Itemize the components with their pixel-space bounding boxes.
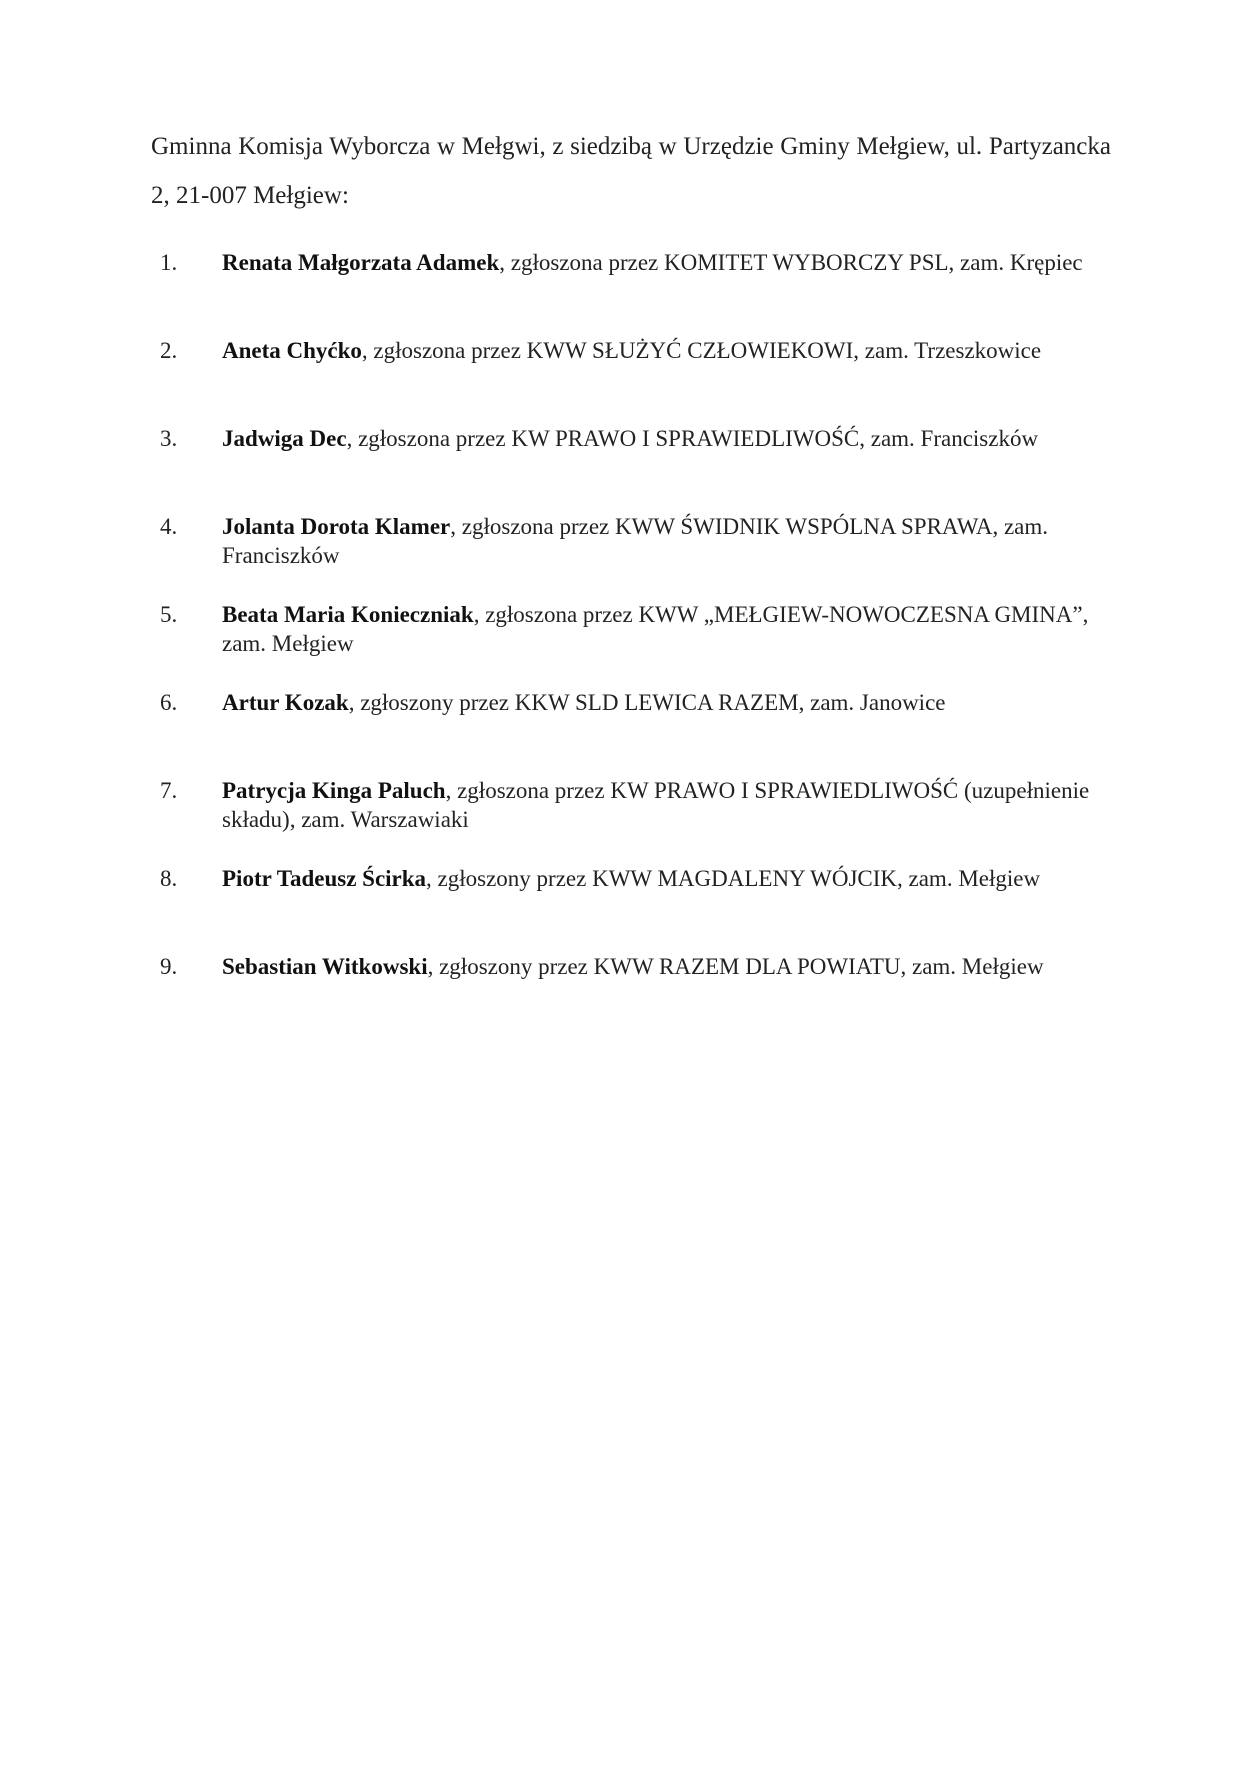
item-number: 5. bbox=[160, 602, 178, 627]
item-number: 4. bbox=[160, 514, 178, 539]
item-number: 6. bbox=[160, 690, 178, 715]
member-details: , zgłoszona przez KW PRAWO I SPRAWIEDLIWOŚĆ (uzupełnienie składu), zam. Warszawiaki bbox=[222, 778, 1090, 832]
member-details: , zgłoszony przez KWW RAZEM DLA POWIATU, zam. Mełgiew bbox=[427, 954, 1044, 979]
member-name: Jadwiga Dec bbox=[222, 426, 347, 451]
list-item bbox=[160, 248, 1100, 336]
list-item bbox=[160, 424, 1100, 512]
list-item bbox=[160, 864, 1100, 952]
commission-heading: Gminna Komisja Wyborcza w Mełgwi, z siedzibą w Urzędzie Gminy Mełgiew, ul. Partyzancka 2, 21-007 Mełgiew: bbox=[151, 133, 1111, 209]
list-item bbox=[160, 600, 1100, 688]
member-details: , zgłoszony przez KKW SLD LEWICA RAZEM, zam. Janowice bbox=[348, 690, 946, 715]
member-name: Jolanta Dorota Klamer bbox=[222, 514, 451, 539]
member-details: , zgłoszona przez KWW ŚWIDNIK WSPÓLNA SPRAWA, zam. Franciszków bbox=[222, 514, 1049, 568]
member-details: , zgłoszona przez KOMITET WYBORCZY PSL, zam. Krępiec bbox=[499, 250, 1083, 275]
member-name: Sebastian Witkowski bbox=[222, 954, 428, 979]
list-item bbox=[160, 688, 1100, 776]
member-name: Piotr Tadeusz Ścirka bbox=[222, 866, 427, 891]
list-item bbox=[160, 336, 1100, 424]
member-name: Artur Kozak bbox=[222, 690, 349, 715]
list-item bbox=[160, 776, 1100, 864]
item-number: 9. bbox=[160, 954, 178, 979]
member-details: , zgłoszona przez KWW SŁUŻYĆ CZŁOWIEKOWI, zam. Trzeszkowice bbox=[361, 338, 1042, 363]
item-number: 3. bbox=[160, 426, 178, 451]
item-number: 2. bbox=[160, 338, 178, 363]
list-item bbox=[160, 952, 1100, 1040]
member-details: , zgłoszona przez KW PRAWO I SPRAWIEDLIWOŚĆ, zam. Franciszków bbox=[346, 426, 1039, 451]
member-name: Aneta Chyćko bbox=[222, 338, 362, 363]
member-name: Renata Małgorzata Adamek bbox=[222, 250, 500, 275]
list-item bbox=[160, 512, 1100, 600]
member-name: Beata Maria Konieczniak bbox=[222, 602, 474, 627]
item-number: 1. bbox=[160, 250, 178, 275]
item-number: 8. bbox=[160, 866, 178, 891]
members-list bbox=[160, 248, 1100, 1040]
member-details: , zgłoszony przez KWW MAGDALENY WÓJCIK, zam. Mełgiew bbox=[426, 866, 1041, 891]
member-details: , zgłoszona przez KWW „MEŁGIEW-NOWOCZESNA GMINA”, zam. Mełgiew bbox=[222, 602, 1089, 656]
item-number: 7. bbox=[160, 778, 178, 803]
member-name: Patrycja Kinga Paluch bbox=[222, 778, 446, 803]
